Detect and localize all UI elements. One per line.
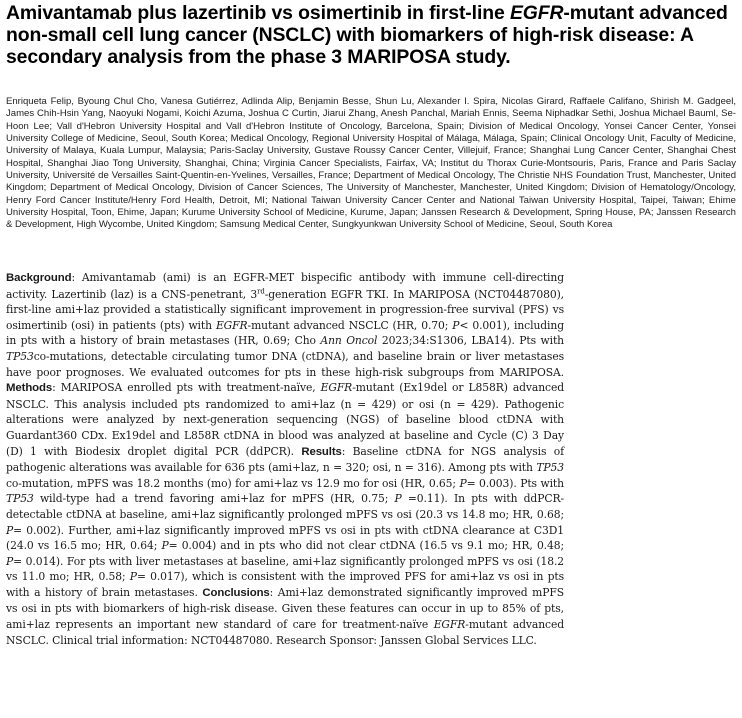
paper-title [6,2,734,68]
results-label: Results [301,445,342,458]
title-part-2: -mutant advanced non-small cell lung cancer (NSCLC) with biomarkers of high-risk disease: A secondary analysis from the phase 3 MARIPOSA study. [6,2,728,68]
methods-label: Methods [6,382,53,395]
abstract-body: Background: Amivantamab (ami) is an EGFR-MET bispecific antibody with immune cell-directing activity. Lazertinib (laz) is a CNS-penetrant, 3rd-generation EGFR TKI. In MARIPOSA (NCT04487080), first-line ami+laz provided a statistically significant improvement in progression-free survival (PFS) vs osimertinib (osi) in patients (pts) with EGFR-mutant advanced NSCLC (HR, 0.70; P< 0.001), including in pts with a history of brain metastases (HR, 0.69; Cho Ann Oncol 2023;34:S1306, LBA14). Pts with TP53co-mutations, detectable circulating tumor DNA (ctDNA), and baseline brain or liver metastases have poor prognoses. We evaluated outcomes for pts in these high-risk subgroups from MARIPOSA. Methods: MARIPOSA enrolled pts with treatment-naïve, EGFR-mutant (Ex19del or L858R) advanced NSCLC. This analysis included pts randomized to ami+laz (n = 429) or osi (n = 429). Pathogenic alterations were analyzed by next-generation sequencing (NGS) of baseline blood ctDNA with Guardant360 CDx. Ex19del and L858R ctDNA in blood was analyzed at baseline and Cycle (C) 3 Day (D) 1 with Biodesix droplet digital PCR (ddPCR). Results: Baseline ctDNA for NGS analysis of pathogenic alterations was available for 636 pts (ami+laz, n = 320; osi, n = 316). Among pts with TP53 co-mutation, mPFS was 18.2 months (mo) for ami+laz vs 12.9 mo for osi (HR, 0.65; P= 0.003). Pts with TP53 wild-type had a trend favoring ami+laz for mPFS (HR, 0.75; P =0.11). In pts with ddPCR-detectable ctDNA at baseline, ami+laz significantly prolonged mPFS vs osi (20.3 vs 14.8 mo; HR, 0.68; P= 0.002). Further, ami+laz significantly improved mPFS vs osi in pts with ctDNA clearance at C3D1 (24.0 vs 16.5 mo; HR, 0.64; P= 0.004) and in pts who did not clear ctDNA (16.5 vs 9.1 mo; HR, 0.48; P= 0.014). For pts with liver metastases at baseline, ami+laz significantly prolonged mPFS vs osi (18.2 vs 11.0 mo; HR, 0.58; P= 0.017), which is consistent with the improved PFS for ami+laz vs osi in pts with a history of brain metastases. Conclusions: Ami+laz demonstrated significantly improved mPFS vs osi in pts with biomarkers of high-risk disease. Given these features can occur in up to 85% of pts, ami+laz represents an important new standard of care for treatment-naïve EGFR-mutant advanced NSCLC. Clinical trial information: NCT04487080. Research Sponsor: Janssen Global Services LLC. [6,271,565,647]
conclusions-label: Conclusions [202,586,270,599]
author-affiliations: Enriqueta Felip, Byoung Chul Cho, Vanesa Gutiérrez, Adlinda Alip, Benjamin Besse, Shun Lu, Alexander I. Spira, Nicolas Girard, Raffaele Califano, Shirish M. Gadgeel, James Chih-Hsin Yang, Naoyuki Nogami, Koichi Azuma, Joshua C Curtin, Jiarui Zhang, Anesh Panchal, Mariah Ennis, Seema Niphadkar Sethi, Joshua Michael Bauml, Se-Hoon Lee; Vall d'Hebron University Hospital and Vall d'Hebron Institute of Oncology, Barcelona, Spain; Division of Medical Oncology, Yonsei Cancer Center, Yonsei University College of Medicine, Seoul, South Korea; Medical Oncology, Regional University Hospital of Málaga, Málaga, Spain; Clinical Oncology Unit, Faculty of Medicine, University of Malaya, Kuala Lumpur, Malaysia; Paris-Saclay University, Gustave Roussy Cancer Center, Villejuif, France; Shanghai Lung Cancer Center, Shanghai Chest Hospital, Shanghai Jiao Tong University, Shanghai, China; Virginia Cancer Specialists, Fairfax, VA; Institut du Thorax Curie-Montsouris, Paris, France and Paris Saclay University, Université de Versailles Saint-Quentin-en-Yvelines, Versailles, France; Department of Medical Oncology, The Christie NHS Foundation Trust, Manchester, United Kingdom; Department of Medical Oncology, Division of Cancer Sciences, The University of Manchester, Manchester, United Kingdom; Division of Hematology/Oncology, Henry Ford Cancer Institute/Henry Ford Health, Detroit, MI; National Taiwan University Cancer Center and National Taiwan University Hospital, Taipei, Taiwan; Ehime University Hospital, Toon, Ehime, Japan; Kurume University School of Medicine, Kurume, Japan; Janssen Research & Development, Spring House, PA; Janssen Research & Development, High Wycombe, United Kingdom; Samsung Medical Center, Sungkyunkwan University School of Medicine, Seoul, South Korea [6,96,736,231]
title-part-1: Amivantamab plus lazertinib vs osimertinib in first-line [6,2,510,24]
title-gene: EGFR [509,2,564,24]
background-label: Background [6,272,72,284]
